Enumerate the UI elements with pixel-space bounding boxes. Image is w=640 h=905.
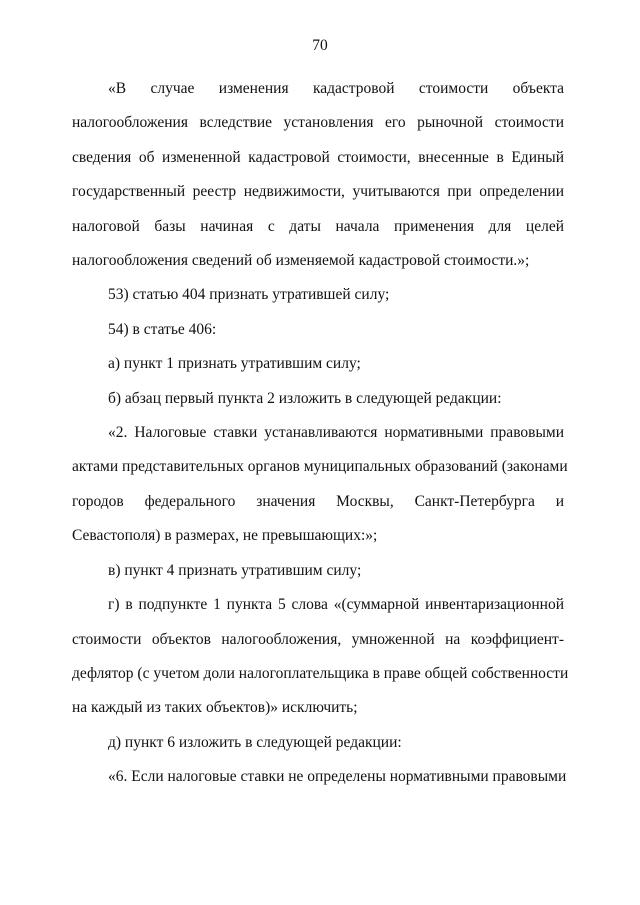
paragraph-item-54 (72, 313, 564, 347)
text-line: д) пункт 6 изложить в следующей редакции: (108, 733, 402, 751)
text-line: 54) в статье 406: (108, 320, 217, 338)
text-line: а) пункт 1 признать утратившим силу; (108, 355, 361, 373)
text-line: сведения об измененной кадастровой стоимости, внесенные в Единый (72, 148, 564, 166)
text-line: городов федерального значения Москвы, Санкт-Петербурга и (72, 492, 564, 510)
text-line: налогообложения сведений об изменяемой кадастровой стоимости.»; (72, 252, 530, 270)
text-line: «6. Если налоговые ставки не определены нормативными правовыми (108, 768, 567, 786)
text-line: на каждый из таких объектов)» исключить; (72, 699, 358, 717)
text-line: б) абзац первый пункта 2 изложить в следующей редакции: (108, 389, 502, 407)
paragraph-cadastral-value-change (72, 72, 564, 278)
text-line: г) в подпункте 1 пункта 5 слова «(суммарной инвентаризационной (108, 596, 564, 614)
paragraph-item-53 (72, 278, 564, 312)
text-line: стоимости объектов налогообложения, умноженной на коэффициент- (72, 630, 564, 648)
paragraph-subitem-d (72, 726, 564, 760)
text-line: Севастополя) в размерах, не превышающих:»; (72, 527, 378, 545)
page-number: 70 (312, 37, 328, 54)
paragraph-subitem-a (72, 347, 564, 381)
text-line: «2. Налоговые ставки устанавливаются нормативными правовыми (108, 424, 564, 442)
text-line: 53) статью 404 признать утратившей силу; (108, 286, 390, 304)
document-body (72, 72, 569, 795)
text-line: актами представительных органов муниципальных образований (законами (72, 458, 568, 476)
text-line: дефлятор (с учетом доли налогоплательщика в праве общей собственности (72, 664, 569, 682)
text-line: «В случае изменения кадастровой стоимости объекта (108, 80, 564, 97)
paragraph-subitem-b (72, 382, 564, 416)
text-line: государственный реестр недвижимости, учитываются при определении (72, 183, 564, 201)
paragraph-subitem-v (72, 554, 564, 588)
paragraph-subitem-g (72, 588, 569, 726)
text-line: в) пункт 4 признать утратившим силу; (108, 561, 362, 579)
text-line: налоговой базы начиная с даты начала применения для целей (72, 217, 564, 235)
paragraph-item-6-start (72, 760, 567, 794)
paragraph-tax-rates (72, 416, 568, 554)
text-line: налогообложения вследствие установления его рыночной стоимости (72, 114, 564, 132)
